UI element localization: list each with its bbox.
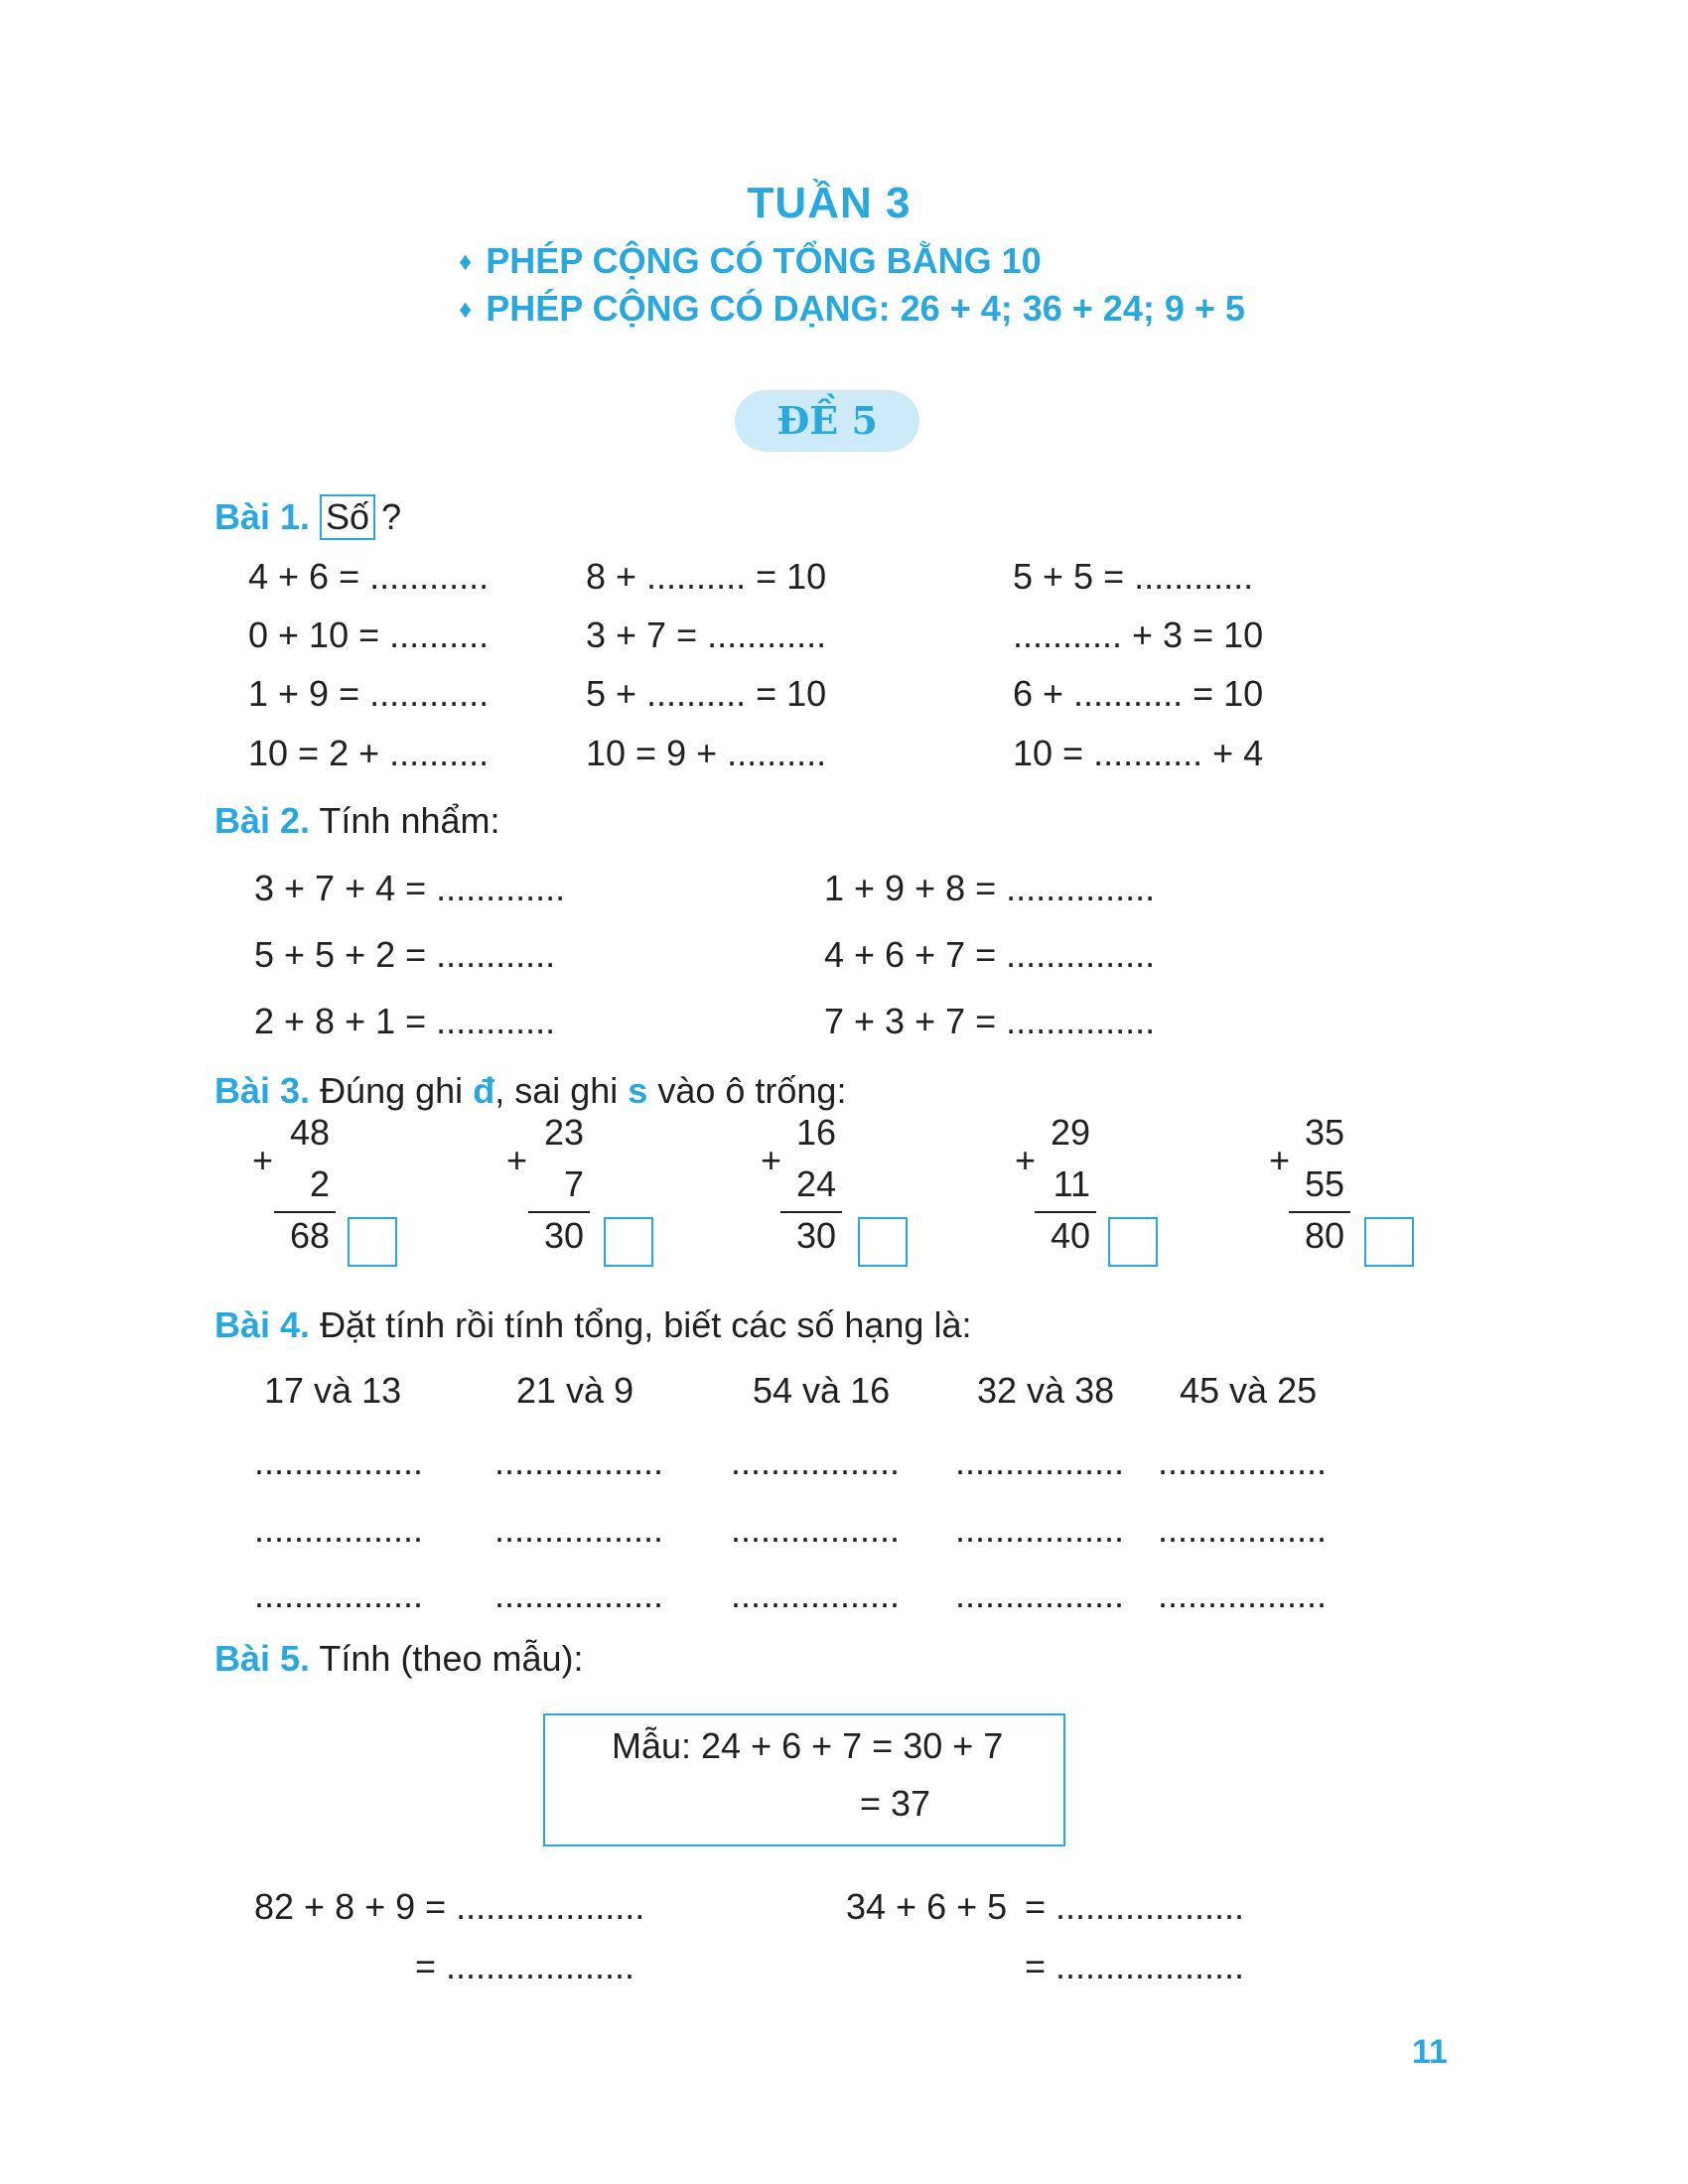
bai2-item: 5 + 5 + 2 = ............ <box>254 934 556 975</box>
addend-pair: 54 và 16 <box>753 1370 891 1411</box>
addend-top: 35 <box>1304 1112 1344 1153</box>
addend-pair: 45 và 25 <box>1180 1370 1318 1411</box>
plus-sign: + <box>506 1140 528 1180</box>
bai1-item: 0 + 10 = .......... <box>248 614 490 655</box>
bai1-item: ........... + 3 = 10 <box>1013 614 1264 655</box>
bai1-item: 5 + 5 = ............ <box>1013 556 1254 597</box>
answer-dots[interactable]: ................. <box>1158 1509 1328 1550</box>
bai1-item: 6 + ........... = 10 <box>1013 673 1264 714</box>
result: 68 <box>289 1215 330 1256</box>
bai1-item: 10 = ........... + 4 <box>1013 733 1264 773</box>
answer-dots[interactable]: ................. <box>731 1509 901 1550</box>
result: 80 <box>1304 1215 1344 1256</box>
answer-dots[interactable]: ................. <box>955 1509 1125 1550</box>
bai2-item: 2 + 8 + 1 = ............ <box>254 1001 556 1041</box>
example-line-1: Mẫu: 24 + 6 + 7 = 30 + 7 <box>612 1725 1004 1766</box>
addend-bottom: 11 <box>1053 1163 1090 1204</box>
sum-line <box>780 1211 842 1213</box>
result: 30 <box>795 1215 836 1256</box>
addend-pair: 21 và 9 <box>516 1370 634 1411</box>
bai5-label: Bài 5. <box>214 1638 311 1679</box>
addend-top: 48 <box>289 1112 330 1153</box>
bai1-item: 4 + 6 = ............ <box>248 556 490 597</box>
example-line-2: = 37 <box>860 1783 931 1824</box>
answer-box[interactable] <box>1364 1217 1414 1267</box>
sum-line <box>1289 1211 1350 1213</box>
bai5-heading <box>214 1638 584 1680</box>
plus-sign: + <box>1015 1140 1037 1180</box>
bai3-heading <box>214 1070 846 1112</box>
so-boxed-word: Số <box>320 494 375 540</box>
question-mark: ? <box>381 496 402 537</box>
topic-1-text: PHÉP CỘNG CÓ TỔNG BẰNG 10 <box>486 240 1042 281</box>
bai5-instruction: Tính (theo mẫu): <box>319 1638 584 1679</box>
bai3-s-letter: s <box>628 1070 648 1111</box>
result: 40 <box>1050 1215 1090 1256</box>
diamond-bullet-icon: ♦ <box>459 294 473 324</box>
bai2-item: 7 + 3 + 7 = ............... <box>824 1001 1156 1041</box>
addend-bottom: 24 <box>795 1163 836 1204</box>
bai3-text-b: , sai ghi <box>494 1070 619 1111</box>
addend-top: 16 <box>795 1112 836 1153</box>
exercise-1-line-2: = ................... <box>415 1946 635 1986</box>
addend-pair: 17 và 13 <box>264 1370 402 1411</box>
exercise-1-line-1: 82 + 8 + 9 = ................... <box>254 1886 645 1927</box>
addend-pair: 32 và 38 <box>977 1370 1115 1411</box>
answer-dots[interactable]: ................. <box>254 1509 424 1550</box>
bai2-item: 3 + 7 + 4 = ............. <box>254 868 566 908</box>
page-number: 11 <box>1412 2033 1448 2071</box>
bai1-item: 8 + .......... = 10 <box>586 556 827 597</box>
plus-sign: + <box>252 1140 274 1180</box>
addend-bottom: 2 <box>309 1163 330 1204</box>
answer-dots[interactable]: ................. <box>731 1574 901 1615</box>
answer-dots[interactable]: ................. <box>955 1441 1125 1482</box>
diamond-bullet-icon: ♦ <box>459 246 473 276</box>
plus-sign: + <box>761 1140 782 1180</box>
answer-dots[interactable]: ................. <box>254 1441 424 1482</box>
answer-box[interactable] <box>348 1217 397 1267</box>
bai2-item: 1 + 9 + 8 = ............... <box>824 868 1156 908</box>
bai3-label: Bài 3. <box>214 1070 311 1111</box>
topic-line-2 <box>459 288 1245 330</box>
bai4-instruction: Đặt tính rồi tính tổng, biết các số hạng là: <box>320 1304 972 1345</box>
answer-dots[interactable]: ................. <box>731 1441 901 1482</box>
bai1-item: 10 = 2 + .......... <box>248 733 490 773</box>
addend-bottom: 55 <box>1304 1163 1344 1204</box>
exercise-2-line-1: = ................... <box>1025 1886 1245 1927</box>
answer-box[interactable] <box>858 1217 908 1267</box>
answer-dots[interactable]: ................. <box>494 1574 664 1615</box>
topic-line-1 <box>459 240 1042 282</box>
bai3-text-a: Đúng ghi <box>320 1070 464 1111</box>
bai1-item: 5 + .......... = 10 <box>586 673 827 714</box>
exercise-2-line-2: = ................... <box>1025 1946 1245 1986</box>
bai3-d-letter: đ <box>473 1070 495 1111</box>
answer-box[interactable] <box>604 1217 653 1267</box>
bai4-heading <box>214 1304 971 1346</box>
bai1-heading <box>214 494 401 540</box>
plus-sign: + <box>1269 1140 1291 1180</box>
topic-2-text: PHÉP CỘNG CÓ DẠNG: 26 + 4; 36 + 24; 9 + 5 <box>486 288 1245 329</box>
bai1-item: 1 + 9 = ............ <box>248 673 490 714</box>
answer-box[interactable] <box>1108 1217 1158 1267</box>
answer-dots[interactable]: ................. <box>955 1574 1125 1615</box>
bai2-instruction: Tính nhẩm: <box>319 800 500 841</box>
answer-dots[interactable]: ................. <box>494 1509 664 1550</box>
bai2-item: 4 + 6 + 7 = ............... <box>824 934 1156 975</box>
answer-dots[interactable]: ................. <box>1158 1574 1328 1615</box>
bai1-item: 10 = 9 + .......... <box>586 733 827 773</box>
addend-top: 29 <box>1050 1112 1090 1153</box>
bai2-label: Bài 2. <box>214 800 311 841</box>
bai4-label: Bài 4. <box>214 1304 311 1345</box>
answer-dots[interactable]: ................. <box>1158 1441 1328 1482</box>
addend-bottom: 7 <box>563 1163 584 1204</box>
answer-dots[interactable]: ................. <box>254 1574 424 1615</box>
result: 30 <box>543 1215 584 1256</box>
week-title: TUẦN 3 <box>747 179 912 227</box>
bai3-text-c: vào ô trống: <box>657 1070 847 1111</box>
bai1-item: 3 + 7 = ............ <box>586 614 827 655</box>
sum-line <box>528 1211 590 1213</box>
answer-dots[interactable]: ................. <box>494 1441 664 1482</box>
sum-line <box>1035 1211 1096 1213</box>
addend-top: 23 <box>543 1112 584 1153</box>
bai2-heading <box>214 800 500 842</box>
exercise-2-expression: 34 + 6 + 5 <box>846 1886 1008 1927</box>
test-label-pill: ĐỀ 5 <box>735 390 919 452</box>
bai1-label: Bài 1. <box>214 496 311 537</box>
sum-line <box>274 1211 336 1213</box>
